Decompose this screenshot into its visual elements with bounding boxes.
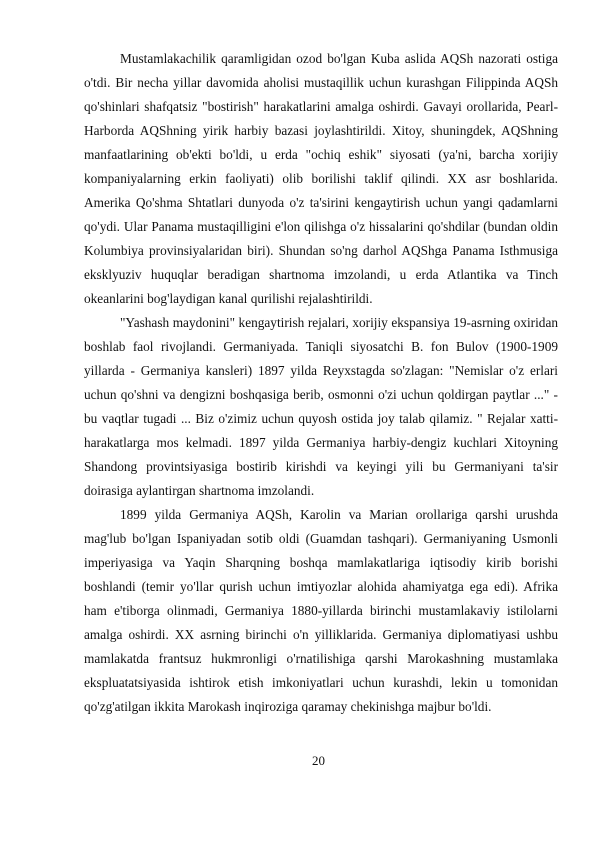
page-number: 20	[312, 753, 325, 768]
paragraph-kuba-filippin-panama: Mustamlakachilik qaramligidan ozod bo'lgan Kuba aslida AQSh nazorati ostiga o'tdi. Bir necha yillar davomida aholisi mustaqillik uchun kurashgan Filippinda AQSh qo'shinlari shafqatsiz "bostirish" harakatlarini amalga oshirdi. Gavayi orollarida, Pearl-Harborda AQShning yirik harbiy bazasi joylashtirildi. Xitoy, shuningdek, AQShning manfaatlarining ob'ekti bo'ldi, u erda "ochiq eshik" siyosati (ya'ni, barcha xorijiy kompaniyalarning erkin faoliyati) olib borilishi taklif qilindi. XX asr boshlarida. Amerika Qo'shma Shtatlari dunyoda o'z ta'sirini kengaytirish uchun yangi qadamlarni qo'ydi. Ular Panama mustaqilligini e'lon qilishga o'z hissalarini qo'shdilar (bundan oldin Kolumbiya provinsiyalaridan biri). Shundan so'ng darhol AQShga Panama Isthmusiga eksklyuziv huquqlar beradigan shartnoma imzolandi, u erda Atlantika va Tinch okeanlarini bog'laydigan kanal qurilishi rejalashtirildi.	[84, 51, 558, 306]
document-page	[84, 47, 558, 719]
paragraph-germaniya-ekspansiya: "Yashash maydonini" kengaytirish rejalari, xorijiy ekspansiya 19-asrning oxiridan boshlab faol rivojlandi. Germaniyada. Taniqli siyosatchi B. fon Bulov (1900-1909 yillarda - Germaniya kansleri) 1897 yilda Reyxstagda so'zlagan: "Nemislar o'z erlari uchun qo'shni va dengizni boshqasiga berib, osmonni o'zi uchun qoldirgan paytlar ..." - bu vaqtlar tugadi ... Biz o'zimiz uchun quyosh ostida joy talab qilamiz. " Rejalar xatti-harakatlarga mos kelmadi. 1897 yilda Germaniya harbiy-dengiz kuchlari Xitoyning Shandong provintsiyasiga bostirib kirishdi va keyingi yili bu Germaniyani ta'sir doirasiga aylantirgan shartnoma imzolandi.	[84, 315, 558, 498]
paragraph-germaniya-mustamlakalar: 1899 yilda Germaniya AQSh, Karolin va Marian orollariga qarshi urushda mag'lub bo'lgan Ispaniyadan sotib oldi (Guamdan tashqari). Germaniyaning Usmonli imperiyasiga va Yaqin Sharqning boshqa mamlakatlariga iqtisodiy kirib borishi boshlandi (temir yo'llar qurish uchun imtiyozlar alohida ahamiyatga ega edi). Afrika ham e'tiborga olinmadi, Germaniya 1880-yillarda birinchi mustamlakaviy istilolarni amalga oshirdi. XX asrning birinchi o'n yilliklarida. Germaniya diplomatiyasi ushbu mamlakatda frantsuz hukmronligi o'rnatilishiga qarshi Marokashning mustamlaka ekspluatatsiyasida ishtirok etish imkoniyatlari uchun kurashdi, lekin u tomonidan qo'zg'atilgan ikkita Marokash inqiroziga qaramay chekinishga majbur bo'ldi.	[84, 507, 558, 714]
